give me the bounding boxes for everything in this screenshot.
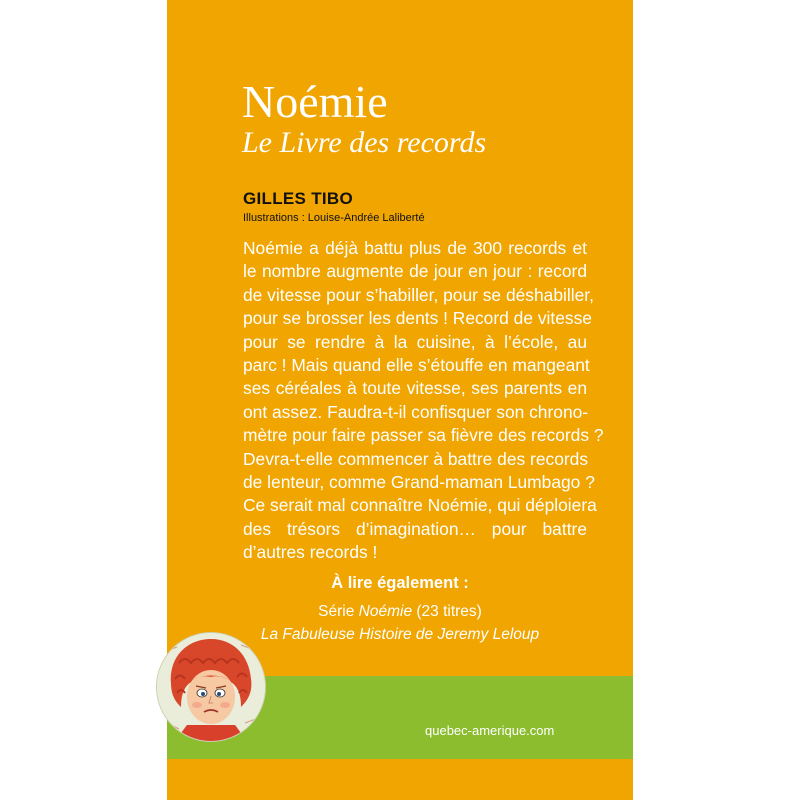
summary-line: le nombre augmente de jour en jour : record xyxy=(243,261,587,282)
summary-line: ses céréales à toute vitesse, ses parents en xyxy=(243,378,587,399)
book-subtitle: Le Livre des records xyxy=(242,126,487,159)
summary-line: des trésors d’imagination… pour battre xyxy=(243,518,587,539)
summary-line: Devra-t-elle commencer à battre des records xyxy=(243,448,589,469)
also-read-title: La Fabuleuse Histoire de Jeremy Leloup xyxy=(260,626,540,643)
summary-line: d’autres records ! xyxy=(243,542,378,563)
summary-line: pour se brosser les dents ! Record de vitesse xyxy=(243,308,592,329)
series-name: Noémie xyxy=(358,603,413,620)
summary-line: parc ! Mais quand elle s’étouffe en mangeant xyxy=(243,355,590,376)
also-read-heading: À lire également : xyxy=(331,574,469,592)
summary-line: Ce serait mal connaître Noémie, qui déploiera xyxy=(243,495,597,516)
illustrator-credit: Illustrations : Louise-Andrée Laliberté xyxy=(243,212,425,224)
summary-line: de vitesse pour s’habiller, pour se déshabiller, xyxy=(243,284,594,305)
book-title: Noémie xyxy=(242,76,388,127)
book-summary xyxy=(243,237,604,565)
character-illustration xyxy=(156,632,266,742)
also-read-series xyxy=(167,603,633,621)
summary-line: de lenteur, comme Grand-maman Lumbago ? xyxy=(243,472,595,493)
publisher-website: quebec-amerique.com xyxy=(425,723,555,738)
summary-line: pour se rendre à la cuisine, à l’école, au xyxy=(243,331,587,352)
noemie-portrait-image xyxy=(157,633,265,741)
series-count: (23 titres) xyxy=(412,603,482,620)
summary-line: Noémie a déjà battu plus de 300 records et xyxy=(243,238,587,258)
summary-line: mètre pour faire passer sa fièvre des records ? xyxy=(243,425,604,446)
author-name: GILLES TIBO xyxy=(243,189,354,208)
series-prefix: Série xyxy=(318,603,359,620)
summary-line: ont assez. Faudra-t-il confisquer son chrono- xyxy=(243,401,589,422)
